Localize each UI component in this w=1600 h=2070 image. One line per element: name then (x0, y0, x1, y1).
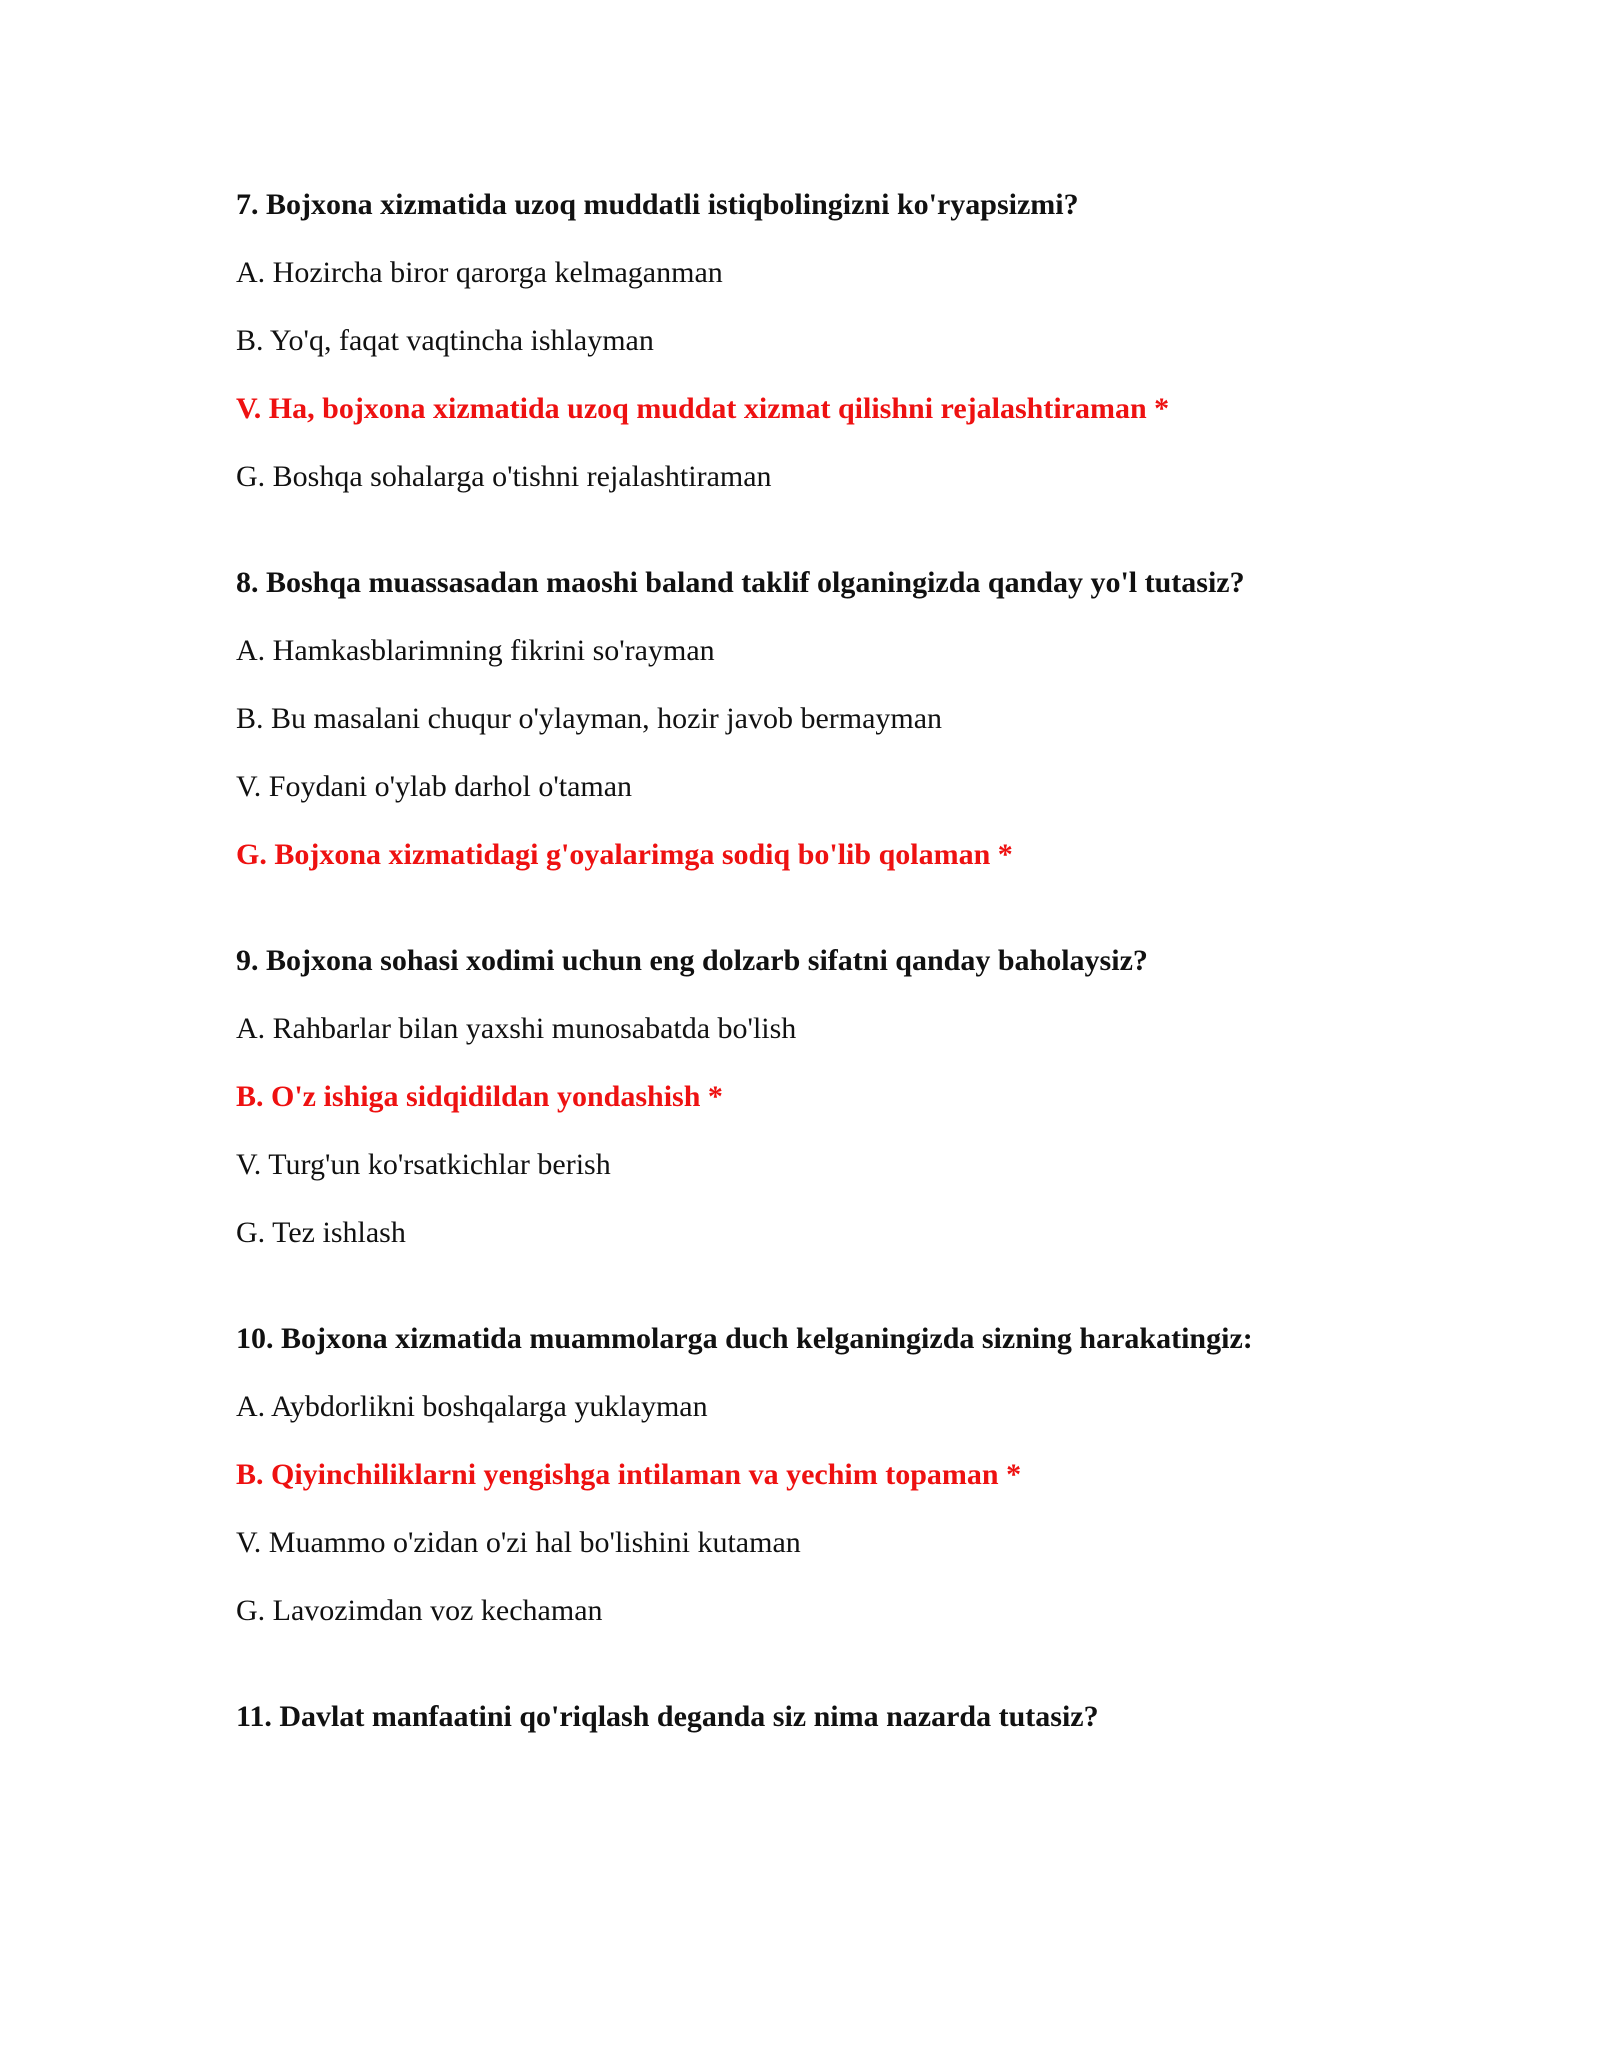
question-block-11 (236, 1698, 1436, 1736)
answer-option: G. Tez ishlash (236, 1216, 406, 1249)
question-block-7 (236, 186, 1436, 496)
answer-option: B. Yo'q, faqat vaqtincha ishlayman (236, 324, 654, 357)
answer-option: G. Lavozimdan voz kechaman (236, 1594, 603, 1627)
answer-option: B. Bu masalani chuqur o'ylayman, hozir javob bermayman (236, 702, 943, 735)
answer-option: V. Foydani o'ylab darhol o'taman (236, 770, 633, 803)
answer-option: A. Hozircha biror qarorga kelmaganman (236, 256, 723, 289)
answer-option: A. Aybdorlikni boshqalarga yuklayman (236, 1390, 708, 1423)
question-block-10 (236, 1320, 1436, 1630)
answer-option: V. Turg'un ko'rsatkichlar berish (236, 1148, 611, 1181)
answer-option: A. Hamkasblarimning fikrini so'rayman (236, 634, 715, 667)
correct-answer-option: V. Ha, bojxona xizmatida uzoq muddat xizmat qilishni rejalashtiraman * (236, 392, 1170, 425)
answer-option: V. Muammo o'zidan o'zi hal bo'lishini kutaman (236, 1526, 801, 1559)
question-title: 11. Davlat manfaatini qo'riqlash deganda siz nima nazarda tutasiz? (236, 1700, 1099, 1733)
question-block-8 (236, 564, 1436, 874)
answer-option: G. Boshqa sohalarga o'tishni rejalashtiraman (236, 460, 772, 493)
correct-answer-option: B. Qiyinchiliklarni yengishga intilaman va yechim topaman * (236, 1458, 1022, 1491)
quiz-content (236, 186, 1436, 1804)
question-title: 7. Bojxona xizmatida uzoq muddatli istiqbolingizni ko'ryapsizmi? (236, 188, 1079, 221)
question-title: 10. Bojxona xizmatida muammolarga duch kelganingizda sizning harakatingiz: (236, 1322, 1253, 1355)
answer-option: A. Rahbarlar bilan yaxshi munosabatda bo'lish (236, 1012, 797, 1045)
question-title: 9. Bojxona sohasi xodimi uchun eng dolzarb sifatni qanday baholaysiz? (236, 944, 1148, 977)
question-title: 8. Boshqa muassasadan maoshi baland taklif olganingizda qanday yo'l tutasiz? (236, 566, 1245, 599)
question-block-9 (236, 942, 1436, 1252)
correct-answer-option: G. Bojxona xizmatidagi g'oyalarimga sodiq bo'lib qolaman * (236, 838, 1013, 871)
correct-answer-option: B. O'z ishiga sidqidildan yondashish * (236, 1080, 723, 1113)
